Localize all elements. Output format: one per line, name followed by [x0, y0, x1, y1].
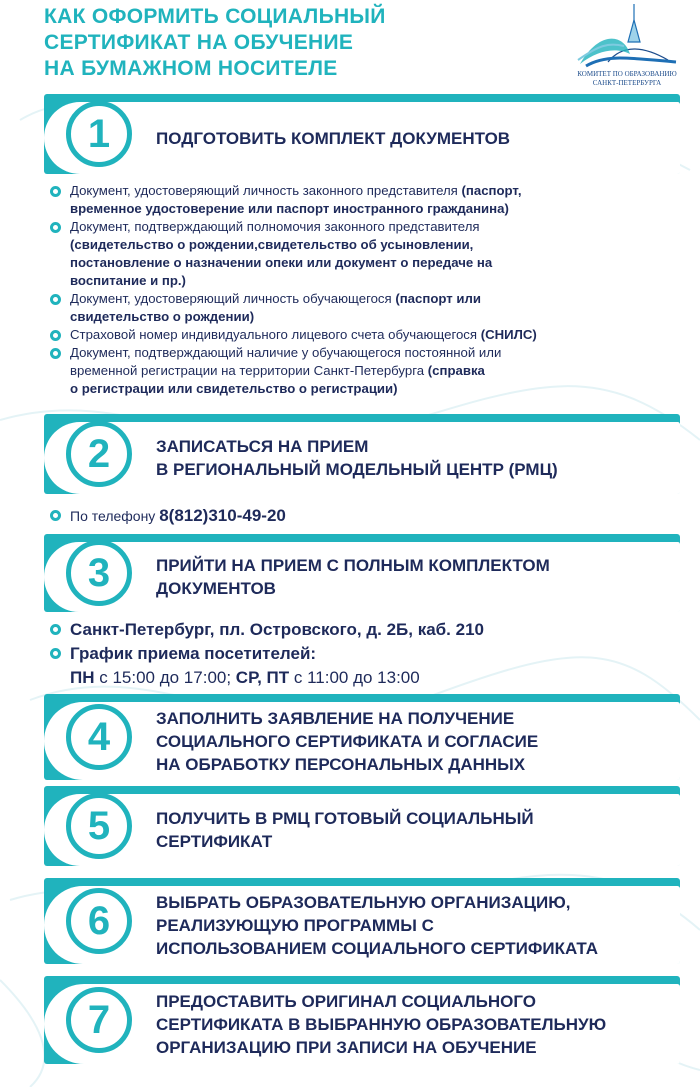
text-span: свидетельство о рождении)	[70, 309, 255, 324]
step-number: 1	[66, 101, 132, 167]
logo-caption-line: САНКТ-ПЕТЕРБУРГА	[592, 79, 662, 87]
text-span: (СНИЛС)	[480, 327, 537, 342]
schedule-time: с 15:00 до 17:00;	[94, 668, 236, 687]
bullet-icon	[50, 648, 61, 659]
list-item	[50, 326, 682, 344]
step-title	[156, 984, 674, 1064]
text-line	[70, 182, 682, 200]
text-line	[70, 326, 682, 344]
text-span: Документ, подтверждающий полномочия законного представителя	[70, 219, 480, 234]
schedule-days: ПН	[70, 668, 95, 687]
step-title-line: ЗАПОЛНИТЬ ЗАЯВЛЕНИЕ НА ПОЛУЧЕНИЕ	[156, 708, 515, 728]
phone-label: По телефону	[70, 508, 160, 524]
step-title-line: НА ОБРАБОТКУ ПЕРСОНАЛЬНЫХ ДАННЫХ	[156, 754, 526, 774]
text-span: временное удостоверение или паспорт иностранного гражданина)	[70, 201, 509, 216]
step-number: 6	[66, 888, 132, 954]
step-title-line: СОЦИАЛЬНОГО СЕРТИФИКАТА И СОГЛАСИЕ	[156, 731, 539, 751]
phone-number[interactable]: 8(812)310-49-20	[159, 506, 286, 525]
bullet-icon	[50, 186, 61, 197]
step-title-line: ИСПОЛЬЗОВАНИЕМ СОЦИАЛЬНОГО СЕРТИФИКАТА	[156, 938, 598, 958]
step-banner-4	[44, 694, 680, 780]
address-list	[50, 618, 682, 690]
title-line: КАК ОФОРМИТЬ СОЦИАЛЬНЫЙ	[44, 5, 386, 28]
text-span: (справка	[427, 363, 485, 378]
list-item	[50, 290, 682, 326]
text-line	[70, 236, 682, 254]
logo-caption	[562, 70, 692, 88]
schedule-times	[50, 666, 682, 690]
step-title-line: СЕРТИФИКАТ	[156, 832, 273, 851]
text-line	[70, 344, 682, 362]
text-line	[70, 200, 682, 218]
title-line: СЕРТИФИКАТ НА ОБУЧЕНИЕ	[44, 31, 354, 54]
step-title	[156, 794, 674, 866]
text-line	[70, 362, 682, 380]
text-span: (паспорт или	[395, 291, 481, 306]
bullet-icon	[50, 294, 61, 305]
schedule-item	[50, 642, 682, 666]
schedule-days: СР, ПТ	[235, 668, 290, 687]
step-title-line: СЕРТИФИКАТА В ВЫБРАННУЮ ОБРАЗОВАТЕЛЬНУЮ	[156, 1014, 607, 1034]
step-title-line: В РЕГИОНАЛЬНЫЙ МОДЕЛЬНЫЙ ЦЕНТР (РМЦ)	[156, 460, 558, 479]
step-number: 5	[66, 793, 132, 859]
text-line	[70, 290, 682, 308]
text-span: Страховой номер индивидуального лицевого счета обучающегося	[70, 327, 481, 342]
list-item	[50, 218, 682, 290]
text-span: Документ, удостоверяющий личность законного представителя	[70, 183, 462, 198]
schedule-title: График приема посетителей:	[70, 644, 317, 663]
step-title-line: ОРГАНИЗАЦИЮ ПРИ ЗАПИСИ НА ОБУЧЕНИЕ	[156, 1037, 537, 1057]
text-line	[70, 218, 682, 236]
step-title-line: РЕАЛИЗУЮЩУЮ ПРОГРАММЫ С	[156, 915, 434, 935]
bullet-icon	[50, 348, 61, 359]
step-title	[156, 542, 674, 612]
logo-caption-line: КОМИТЕТ ПО ОБРАЗОВАНИЮ	[577, 70, 677, 78]
text-span: Документ, подтверждающий наличие у обучающегося постоянной или	[70, 345, 502, 360]
step-title	[156, 102, 674, 174]
bullet-icon	[50, 624, 61, 635]
bullet-icon	[50, 330, 61, 341]
text-span: Документ, удостоверяющий личность обучающегося	[70, 291, 396, 306]
step-banner-1	[44, 94, 680, 174]
documents-list	[50, 182, 682, 398]
text-line	[70, 272, 682, 290]
step-title-line: ПОЛУЧИТЬ В РМЦ ГОТОВЫЙ СОЦИАЛЬНЫЙ	[156, 809, 534, 828]
step-banner-2	[44, 414, 680, 494]
text-line	[70, 254, 682, 272]
text-span: (свидетельство о рождении,свидетельство об усыновлении,	[70, 237, 474, 252]
step-title-line: ЗАПИСАТЬСЯ НА ПРИЕМ	[156, 437, 369, 456]
address-text: Санкт-Петербург, пл. Островского, д. 2Б, каб. 210	[70, 620, 484, 639]
step-title	[156, 422, 674, 494]
step-title-line: ДОКУМЕНТОВ	[156, 579, 276, 598]
step-banner-6	[44, 878, 680, 964]
step-title-line: ПРИЙТИ НА ПРИЕМ С ПОЛНЫМ КОМПЛЕКТОМ	[156, 556, 550, 575]
list-item	[50, 182, 682, 218]
list-item	[50, 344, 682, 398]
step-title-line: ПОДГОТОВИТЬ КОМПЛЕКТ ДОКУМЕНТОВ	[156, 128, 511, 148]
step-number: 3	[66, 540, 132, 606]
step-title	[156, 886, 674, 964]
step-banner-5	[44, 786, 680, 866]
step-banner-7	[44, 976, 680, 1064]
step-title-line: ВЫБРАТЬ ОБРАЗОВАТЕЛЬНУЮ ОРГАНИЗАЦИЮ,	[156, 892, 571, 912]
step-title	[156, 702, 674, 780]
bullet-icon	[50, 222, 61, 233]
text-line	[70, 380, 682, 398]
page-title	[44, 4, 514, 82]
phone-item	[50, 506, 286, 526]
text-span: временной регистрации на территории Санкт-Петербурга	[70, 363, 428, 378]
text-span: воспитание и пр.)	[70, 273, 186, 288]
step-banner-3	[44, 534, 680, 612]
schedule-time: с 11:00 до 13:00	[289, 668, 420, 687]
bullet-icon	[50, 510, 61, 521]
step-title-line: ПРЕДОСТАВИТЬ ОРИГИНАЛ СОЦИАЛЬНОГО	[156, 991, 537, 1011]
title-line: НА БУМАЖНОМ НОСИТЕЛЕ	[44, 57, 338, 80]
text-span: (паспорт,	[461, 183, 522, 198]
text-line	[70, 308, 682, 326]
step-number: 2	[66, 421, 132, 487]
text-span: постановление о назначении опеки или документ о передаче на	[70, 255, 493, 270]
step-number: 7	[66, 987, 132, 1053]
address-item	[50, 618, 682, 642]
step-number: 4	[66, 704, 132, 770]
text-span: о регистрации или свидетельство о регистрации)	[70, 381, 398, 396]
